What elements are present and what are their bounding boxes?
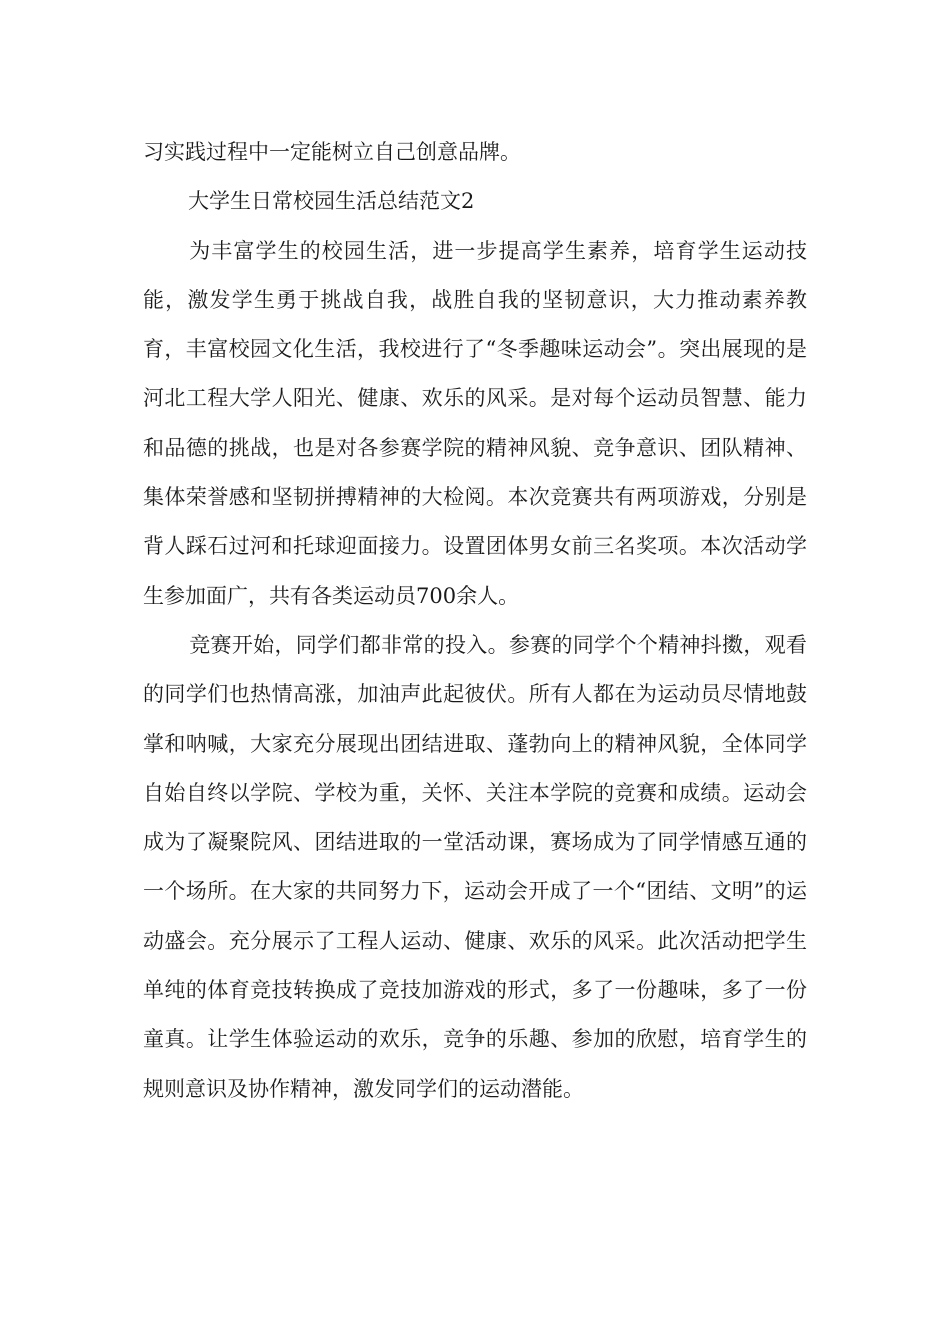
body-paragraph-2: 竞赛开始，同学们都非常的投入。参赛的同学个个精神抖擞，观看的同学们也热情高涨，加油声此起彼伏。所有人都在为运动员尽情地鼓掌和呐喊，大家充分展现出团结进取、蓬勃向上的精神风貌，全体同学自始自终以学院、学校为重，关怀、关注本学院的竞赛和成绩。运动会成为了凝聚院风、团结进取的一堂活动课，赛场成为了同学情感互通的一个场所。在大家的共同努力下，运动会开成了一个“团结、文明”的运动盛会。充分展示了工程人运动、健康、欢乐的风采。此次活动把学生单纯的体育竞技转换成了竞技加游戏的形式，多了一份趣味，多了一份童真。让学生体验运动的欢乐，竞争的乐趣、参加的欣慰，培育学生的规则意识及协作精神，激发同学们的运动潜能。 (143, 632, 807, 1101)
body-paragraph-1: 为丰富学生的校园生活，进一步提高学生素养，培育学生运动技能，激发学生勇于挑战自我，战胜自我的坚韧意识，大力推动素养教育，丰富校园文化生活，我校进行了“冬季趣味运动会”。突出展现的是河北工程大学人阳光、健康、欢乐的风采。是对每个运动员智慧、能力和品德的挑战，也是对各参赛学院的精神风貌、竞争意识、团队精神、集体荣誉感和坚韧拼搏精神的大检阅。本次竞赛共有两项游戏，分别是背人踩石过河和托球迎面接力。设置团体男女前三名奖项。本次活动学生参加面广，共有各类运动员700余人。 (143, 238, 807, 608)
section-heading: 大学生日常校园生活总结范文2 (188, 189, 475, 214)
continuation-paragraph: 习实践过程中一定能树立自己创意品牌。 (143, 140, 521, 164)
document-page (143, 128, 807, 1114)
